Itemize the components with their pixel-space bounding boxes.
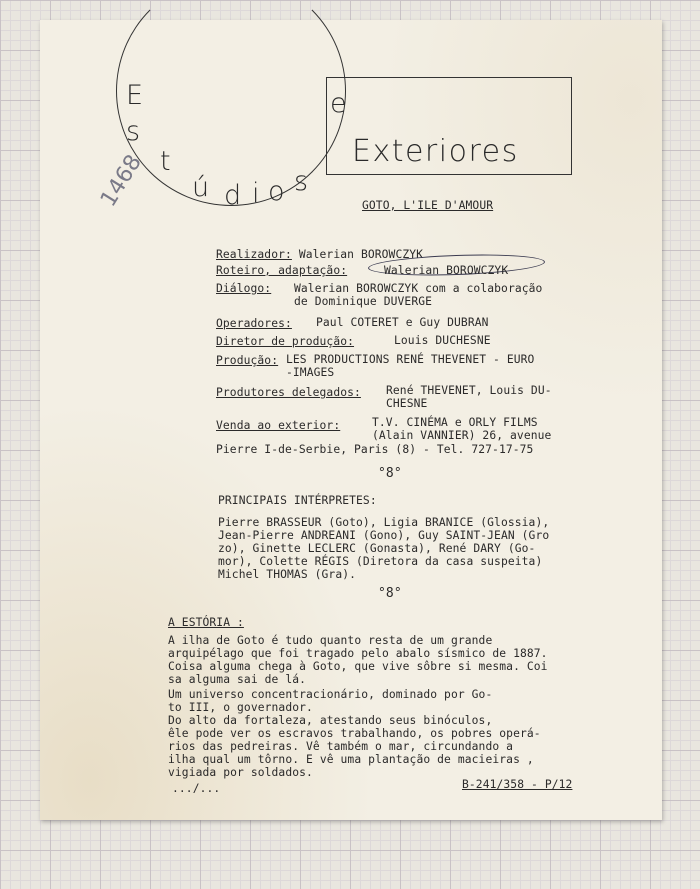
ornament: °8° — [378, 586, 402, 601]
story-line: rios das pedreiras. Vê também o mar, circundando a — [168, 740, 514, 753]
reference-number: B-241/358 - P/12 — [462, 778, 573, 791]
story-line: arquipélago que foi tragado pelo abalo sísmico de 1887. — [168, 647, 548, 660]
logo-e: e — [330, 88, 347, 119]
credit-value: de Dominique DUVERGE — [294, 295, 433, 308]
cast-line: Pierre BRASSEUR (Goto), Ligia BRANICE (Glossia), — [218, 516, 550, 529]
logo-letter: t — [160, 146, 171, 177]
credit-label: Diretor de produção: — [216, 335, 355, 348]
cast-line: Jean-Pierre ANDREANI (Gono), Guy SAINT-JEAN (Gro — [218, 529, 550, 542]
story-line: A ilha de Goto é tudo quanto resta de um grande — [168, 634, 493, 647]
credit-value: -IMAGES — [286, 366, 335, 379]
cast-line: mor), Colette RÉGIS (Diretora da casa suspeita) — [218, 555, 543, 568]
credit-value: Walerian BOROWCZYK — [298, 248, 424, 261]
credit-label: Produtores delegados: — [216, 386, 361, 399]
document-sheet — [40, 20, 662, 820]
credit-value: Pierre I-de-Serbie, Paris (8) - Tel. 727-17-75 — [216, 443, 534, 456]
story-line: Do alto da fortaleza, atestando seus binóculos, — [168, 714, 493, 727]
logo-letter: s — [294, 166, 309, 197]
credit-value: Louis DUCHESNE — [394, 334, 491, 347]
story-line: ilha qual um tôrno. E vê uma plantação de macieiras , — [168, 753, 534, 766]
logo-arc — [116, 0, 346, 206]
logo-letter: ú — [192, 172, 210, 203]
credit-value: Walerian BOROWCZYK — [384, 264, 509, 277]
cast-line: Michel THOMAS (Gra). — [218, 568, 357, 581]
credit-label: Operadores: — [216, 317, 292, 330]
logo-exteriores: Exteriores — [352, 134, 519, 169]
credit-value: Paul COTERET e Guy DUBRAN — [316, 316, 489, 329]
cast-line: zo), Ginette LECLERC (Gonasta), René DARY (Go- — [218, 542, 536, 555]
logo-letter: i — [252, 178, 260, 209]
story-line: Um universo concentracionário, dominado por Go- — [168, 688, 493, 701]
credit-value: René THEVENET, Louis DU- — [386, 384, 552, 397]
continued-marker: .../... — [172, 782, 221, 795]
story-heading: A ESTÓRIA : — [168, 616, 244, 629]
credit-value: LES PRODUCTIONS RENÉ THEVENET - EURO — [286, 353, 535, 366]
credit-label: Produção: — [216, 354, 279, 367]
credit-label: Venda ao exterior: — [216, 419, 341, 432]
story-line: to III, o governador. — [168, 701, 313, 714]
story-line: Coisa alguma chega à Goto, que vive sôbre si mesma. Coi — [168, 660, 548, 673]
story-line: sa alguma sai de lá. — [168, 673, 307, 686]
logo-letter: d — [224, 180, 242, 211]
film-title: GOTO, L'ILE D'AMOUR — [362, 199, 494, 212]
credit-value: (Alain VANNIER) 26, avenue — [372, 429, 552, 442]
credit-label: Realizador: — [216, 248, 292, 261]
pencil-annotation: 1468 — [96, 150, 147, 212]
cast-heading: PRINCIPAIS INTÉRPRETES: — [218, 494, 377, 507]
credit-value: CHESNE — [386, 397, 428, 410]
ornament: °8° — [378, 466, 402, 481]
credit-label: Roteiro, adaptação: — [216, 264, 348, 277]
credit-value: Walerian BOROWCZYK com a colaboração — [294, 282, 543, 295]
logo-letter: s — [126, 116, 141, 147]
logo-letter: o — [268, 176, 285, 207]
credit-value: T.V. CINÉMA e ORLY FILMS — [372, 416, 538, 429]
story-line: vigiada por soldados. — [168, 766, 313, 779]
logo-letter: E — [126, 80, 144, 111]
story-line: êle pode ver os escravos trabalhando, os pobres operá- — [168, 727, 541, 740]
credit-label: Diálogo: — [216, 282, 272, 295]
